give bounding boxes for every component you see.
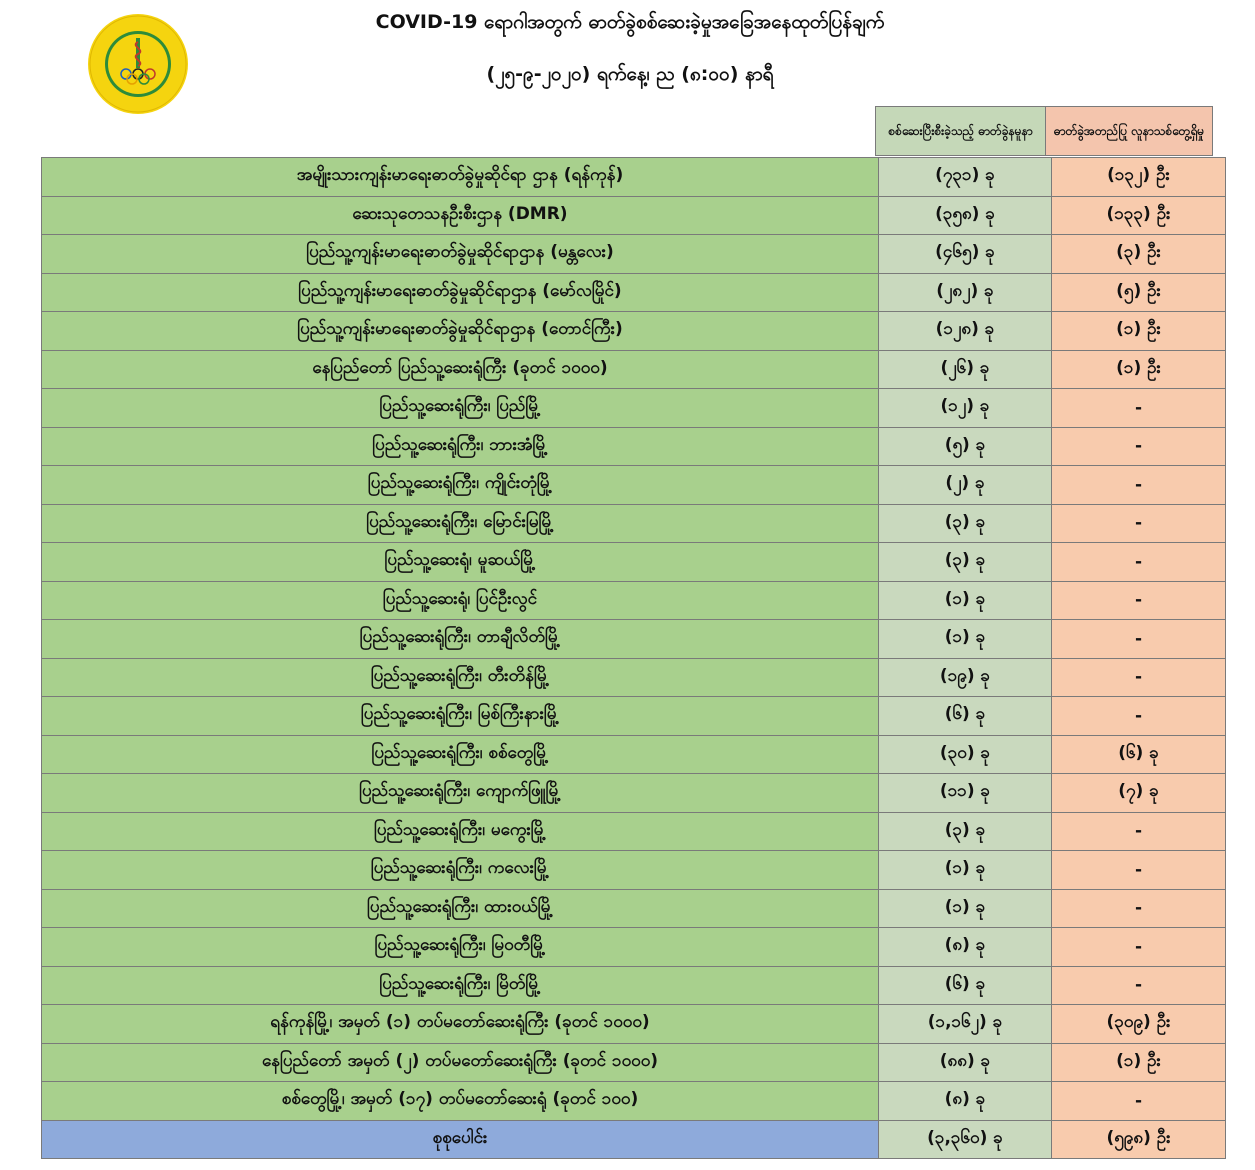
lab-name-cell: ပြည်သူ့ဆေးရုံ၊ ပြင်ဦးလွင် [42,581,879,620]
table-row [42,966,1226,1005]
positive-count-cell: (၅) ဦး [1052,273,1226,312]
table-row [42,504,1226,543]
positive-count-cell: - [1052,581,1226,620]
ministry-logo [86,12,190,116]
table-row [42,658,1226,697]
table-row [42,1005,1226,1044]
tested-count-cell: (၁,၁၆၂) ခု [879,1005,1052,1044]
tested-count-cell: (၂၈၂) ခု [879,273,1052,312]
tested-count-cell: (၁၂၈) ခု [879,312,1052,351]
lab-name-cell: ပြည်သူ့ဆေးရုံကြီး၊ ဘားအံမြို့ [42,427,879,466]
lab-name-cell: ပြည်သူ့ဆေးရုံကြီး၊ တီးတိန်မြို့ [42,658,879,697]
table-row [42,427,1226,466]
table-row [42,389,1226,428]
table-row [42,735,1226,774]
table-row [42,312,1226,351]
tested-count-cell: (၆) ခု [879,966,1052,1005]
lab-name-cell: စစ်တွေမြို့၊ အမှတ် (၁၇) တပ်မတော်ဆေးရုံ (ခုတင် ၁၀၀) [42,1082,879,1121]
tested-count-cell: (၃) ခု [879,504,1052,543]
table-row [42,928,1226,967]
positive-count-cell: - [1052,928,1226,967]
positive-count-cell: (၃၀၉) ဦး [1052,1005,1226,1044]
tested-count-cell: (၃၅၈) ခု [879,196,1052,235]
table-row [42,273,1226,312]
lab-name-cell: ပြည်သူ့ဆေးရုံကြီး၊ မြစ်ကြီးနားမြို့ [42,697,879,736]
positive-count-cell: - [1052,620,1226,659]
table-row [42,1082,1226,1121]
positive-count-cell: (၁၃၂) ဦး [1052,158,1226,197]
positive-count-cell: - [1052,889,1226,928]
column-header-positive: ဓာတ်ခွဲအတည်ပြု လူနာသစ်တွေ့ရှိမှု [1045,106,1213,156]
lab-name-cell: ရန်ကုန်မြို့၊ အမှတ် (၁) တပ်မတော်ဆေးရုံကြီး (ခုတင် ၁၀၀၀) [42,1005,879,1044]
lab-name-cell: အမျိုးသားကျန်းမာရေးဓာတ်ခွဲမှုဆိုင်ရာ ဌာန (ရန်ကုန်) [42,158,879,197]
lab-name-cell: ပြည်သူ့ဆေးရုံကြီး၊ စစ်တွေမြို့ [42,735,879,774]
positive-count-cell: - [1052,543,1226,582]
positive-count-cell: (၁) ဦး [1052,1043,1226,1082]
table-row [42,1043,1226,1082]
ministry-seal-icon [86,12,190,116]
tested-count-cell: (၁၉) ခု [879,658,1052,697]
lab-name-cell: ပြည်သူ့ဆေးရုံကြီး၊ မြဝတီမြို့ [42,928,879,967]
lab-name-cell: ပြည်သူ့ဆေးရုံကြီး၊ မြောင်းမြမြို့ [42,504,879,543]
tested-count-cell: (၇၃၁) ခု [879,158,1052,197]
tested-count-cell: (၁) ခု [879,581,1052,620]
table-row [42,812,1226,851]
lab-name-cell: ပြည်သူ့ဆေးရုံကြီး၊ ထားဝယ်မြို့ [42,889,879,928]
positive-count-cell: - [1052,658,1226,697]
positive-count-cell: - [1052,851,1226,890]
table-row [42,851,1226,890]
tested-count-cell: (၃) ခု [879,812,1052,851]
lab-name-cell: နေပြည်တော် အမှတ် (၂) တပ်မတော်ဆေးရုံကြီး (ခုတင် ၁၀၀၀) [42,1043,879,1082]
table-row [42,235,1226,274]
tested-count-cell: (၁) ခု [879,851,1052,890]
tested-count-cell: (၃၀) ခု [879,735,1052,774]
positive-count-cell: - [1052,427,1226,466]
total-tested-cell: (၃,၃၆၀) ခု [879,1120,1052,1159]
lab-name-cell: ပြည်သူ့ဆေးရုံကြီး၊ ကလေးမြို့ [42,851,879,890]
positive-count-cell: (၆) ခု [1052,735,1226,774]
positive-count-cell: - [1052,697,1226,736]
lab-name-cell: ပြည်သူ့ကျန်းမာရေးဓာတ်ခွဲမှုဆိုင်ရာဌာန (တောင်ကြီး) [42,312,879,351]
table-row [42,774,1226,813]
report-date: (၂၅-၉-၂၀၂၀) ရက်နေ့၊ ည (၈:၀၀) နာရီ [486,63,774,85]
lab-name-cell: ပြည်သူ့ဆေးရုံကြီး၊ တာချီလိတ်မြို့ [42,620,879,659]
tested-count-cell: (၈၈) ခု [879,1043,1052,1082]
positive-count-cell: (၇) ခု [1052,774,1226,813]
table-row [42,543,1226,582]
table-row [42,196,1226,235]
positive-count-cell: (၁) ဦး [1052,350,1226,389]
total-row [42,1120,1226,1159]
tested-count-cell: (၈) ခု [879,928,1052,967]
table-row [42,620,1226,659]
total-positive-cell: (၅၉၈) ဦး [1052,1120,1226,1159]
lab-name-cell: ပြည်သူ့ဆေးရုံကြီး၊ ပြည်မြို့ [42,389,879,428]
positive-count-cell: - [1052,966,1226,1005]
lab-name-cell: ပြည်သူ့ကျန်းမာရေးဓာတ်ခွဲမှုဆိုင်ရာဌာန (မော်လမြိုင်) [42,273,879,312]
report-title: COVID-19 ရောဂါအတွက် ဓာတ်ခွဲစစ်ဆေးခဲ့မှုအခြေအနေထုတ်ပြန်ချက် [375,11,885,33]
positive-count-cell: - [1052,1082,1226,1121]
table-row [42,889,1226,928]
table-row [42,158,1226,197]
total-label-cell: စုစုပေါင်း [42,1120,879,1159]
lab-name-cell: ဆေးသုတေသနဦးစီးဌာန (DMR) [42,196,879,235]
positive-count-cell: - [1052,504,1226,543]
positive-count-cell: (၁၃၃) ဦး [1052,196,1226,235]
positive-count-cell: - [1052,466,1226,505]
table-row [42,466,1226,505]
lab-name-cell: ပြည်သူ့ဆေးရုံကြီး၊ မကွေးမြို့ [42,812,879,851]
lab-name-cell: ပြည်သူ့ဆေးရုံ၊ မူဆယ်မြို့ [42,543,879,582]
table-row [42,350,1226,389]
tested-count-cell: (၄၆၅) ခု [879,235,1052,274]
tested-count-cell: (၃) ခု [879,543,1052,582]
positive-count-cell: - [1052,812,1226,851]
table-row [42,581,1226,620]
tested-count-cell: (၅) ခု [879,427,1052,466]
column-header-tested: စစ်ဆေးပြီးစီးခဲ့သည့် ဓာတ်ခွဲနမူနာ [875,106,1046,156]
tested-count-cell: (၆) ခု [879,697,1052,736]
tested-count-cell: (၁) ခု [879,889,1052,928]
lab-name-cell: နေပြည်တော် ပြည်သူ့ဆေးရုံကြီး (ခုတင် ၁၀၀၀) [42,350,879,389]
tested-count-cell: (၂) ခု [879,466,1052,505]
tested-count-cell: (၁၂) ခု [879,389,1052,428]
lab-name-cell: ပြည်သူ့ဆေးရုံကြီး၊ ကျောက်ဖြူမြို့ [42,774,879,813]
lab-name-cell: ပြည်သူ့ကျန်းမာရေးဓာတ်ခွဲမှုဆိုင်ရာဌာန (မန္တလေး) [42,235,879,274]
positive-count-cell: - [1052,389,1226,428]
lab-name-cell: ပြည်သူ့ဆေးရုံကြီး၊ မြိတ်မြို့ [42,966,879,1005]
lab-results-table [41,157,1226,1159]
tested-count-cell: (၁၁) ခု [879,774,1052,813]
tested-count-cell: (၂၆) ခု [879,350,1052,389]
tested-count-cell: (၁) ခု [879,620,1052,659]
positive-count-cell: (၁) ဦး [1052,312,1226,351]
table-row [42,697,1226,736]
tested-count-cell: (၈) ခု [879,1082,1052,1121]
positive-count-cell: (၃) ဦး [1052,235,1226,274]
lab-name-cell: ပြည်သူ့ဆေးရုံကြီး၊ ကျိုင်းတုံမြို့ [42,466,879,505]
